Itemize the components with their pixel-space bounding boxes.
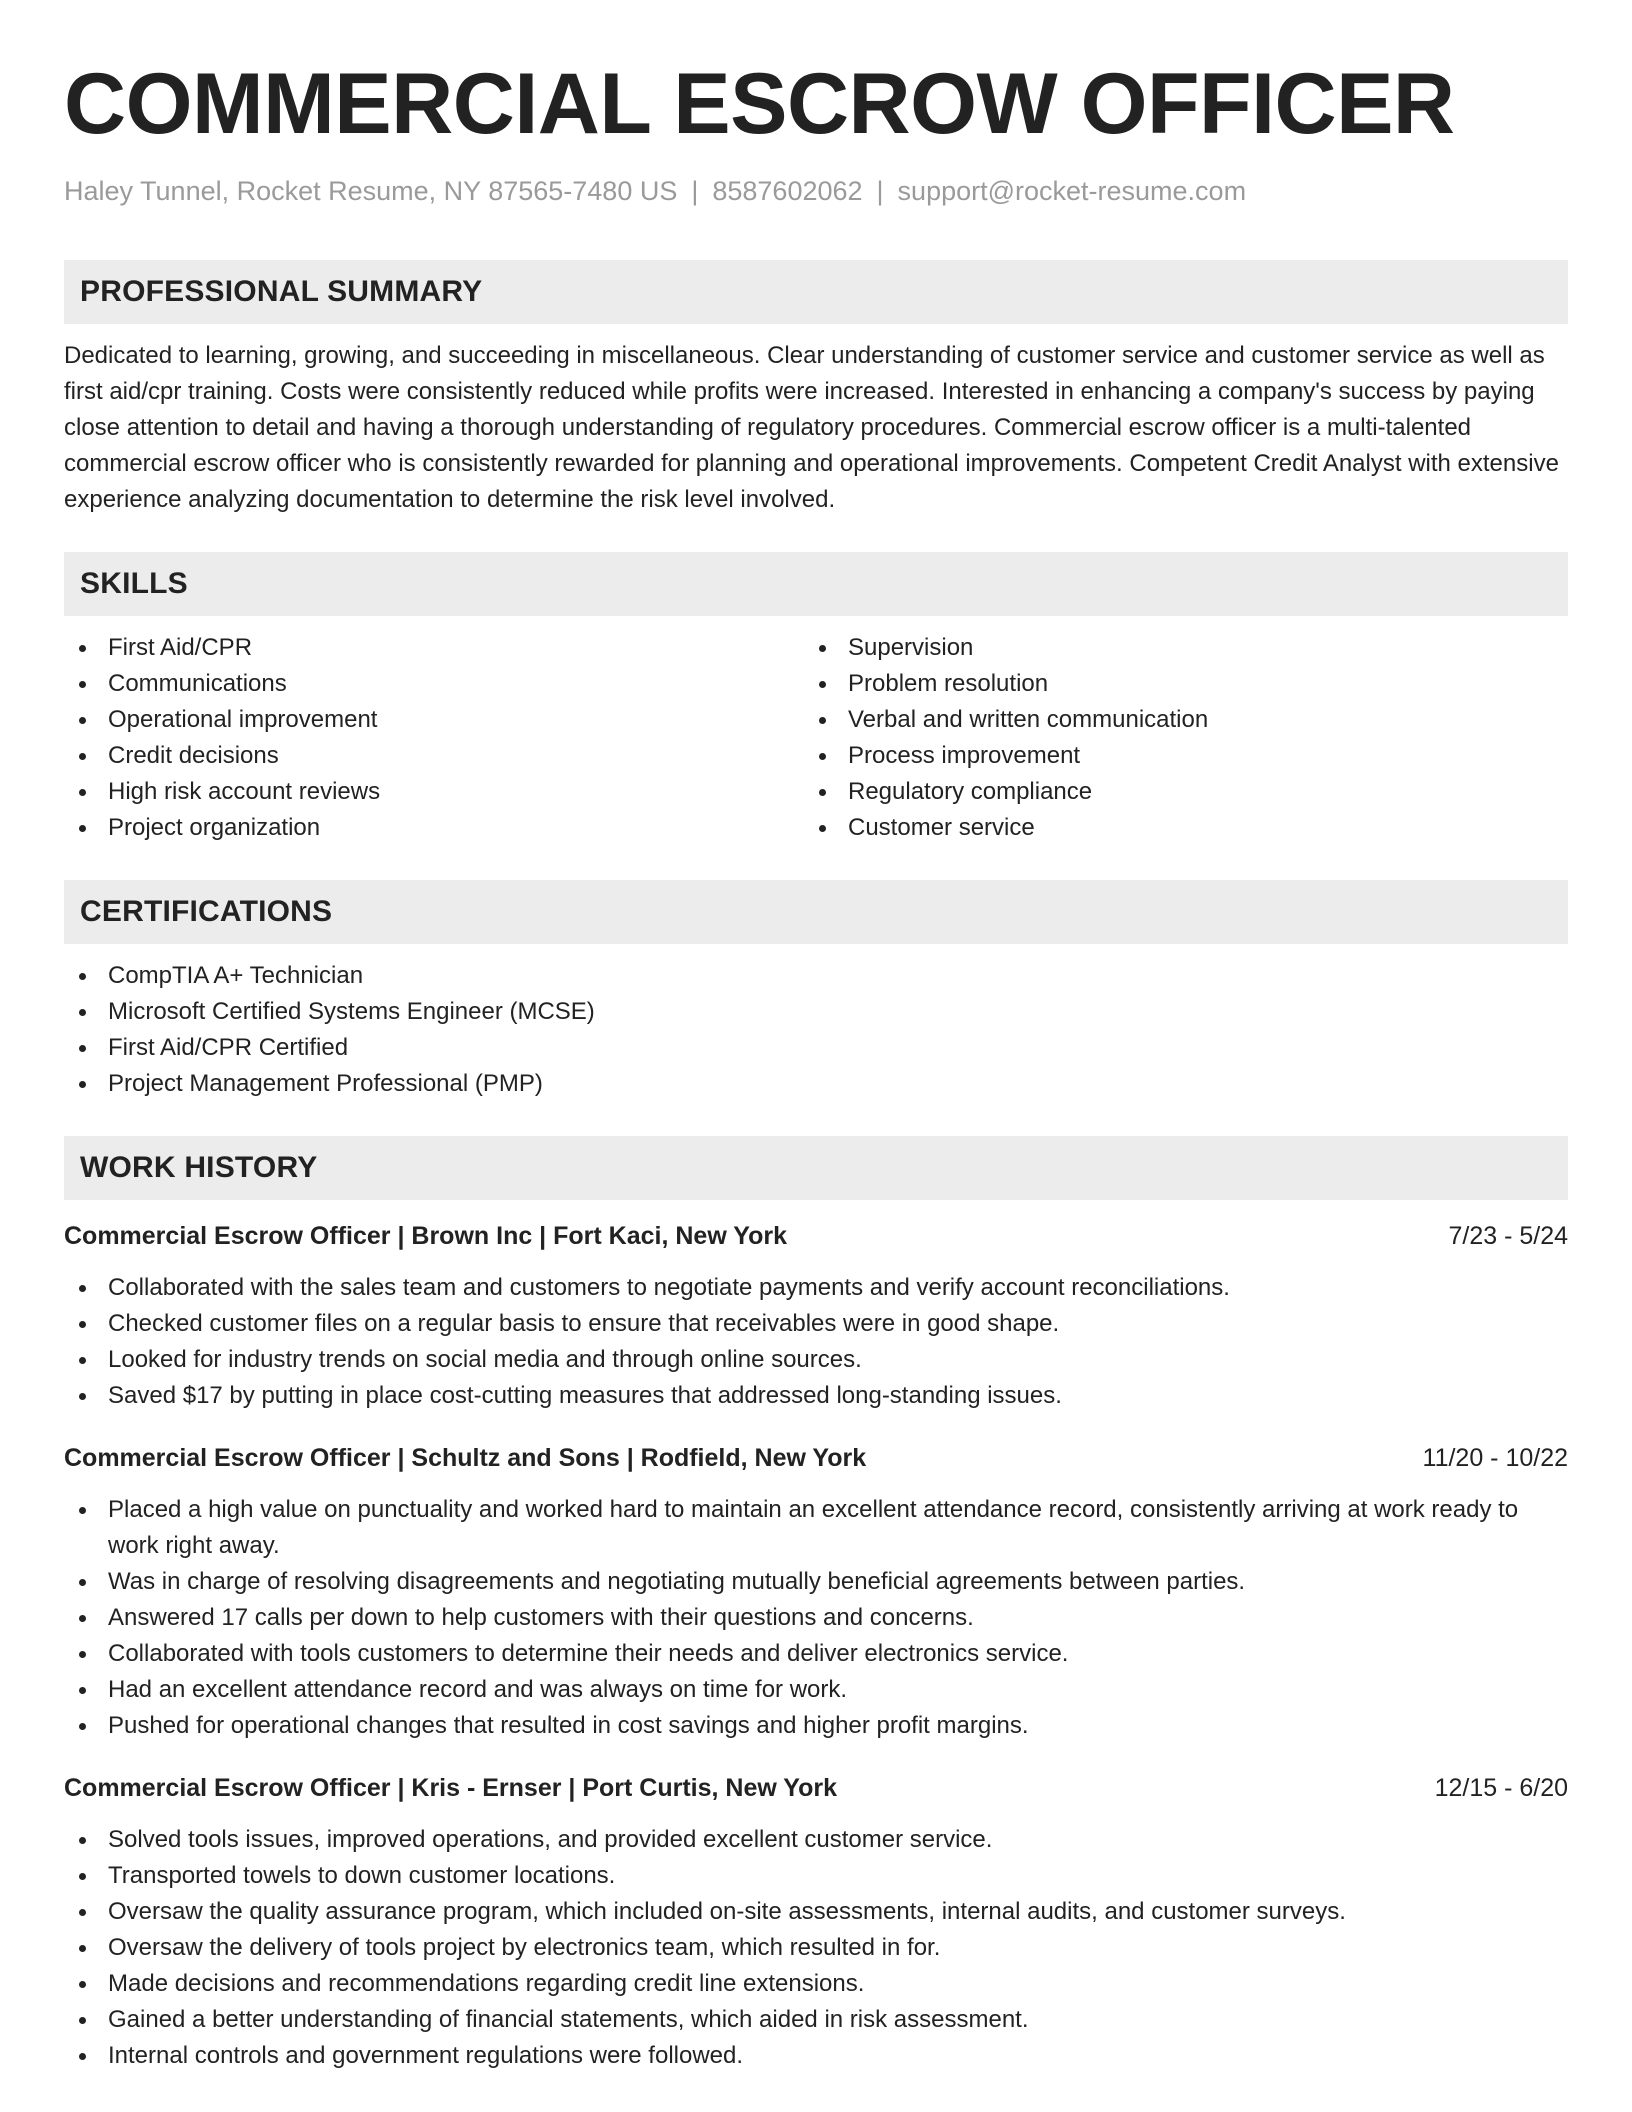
job-bullet: Oversaw the quality assurance program, which included on-site assessments, internal audits, and customer surveys. bbox=[64, 1894, 1568, 1930]
job-bullet: Gained a better understanding of financial statements, which aided in risk assessment. bbox=[64, 2002, 1568, 2038]
skill-item: Regulatory compliance bbox=[804, 774, 1544, 810]
job-bullet: Was in charge of resolving disagreements and negotiating mutually beneficial agreements between parties. bbox=[64, 1564, 1568, 1600]
skill-item: Communications bbox=[64, 666, 804, 702]
skill-item: First Aid/CPR bbox=[64, 630, 804, 666]
job-dates: 11/20 - 10/22 bbox=[1422, 1444, 1568, 1472]
page-title: COMMERCIAL ESCROW OFFICER bbox=[64, 56, 1455, 152]
certifications-list bbox=[64, 958, 1568, 1102]
job-title: Commercial Escrow Officer | Schultz and Sons | Rodfield, New York bbox=[64, 1444, 867, 1472]
skills-list-left bbox=[64, 630, 804, 846]
section-header-work-history: WORK HISTORY bbox=[64, 1136, 1568, 1200]
contact-separator: | bbox=[876, 176, 884, 206]
skills-grid bbox=[64, 630, 1568, 846]
job-bullet: Solved tools issues, improved operations, and provided excellent customer service. bbox=[64, 1822, 1568, 1858]
skill-item: Operational improvement bbox=[64, 702, 804, 738]
job-header bbox=[64, 1218, 1568, 1254]
section-header-certifications: CERTIFICATIONS bbox=[64, 880, 1568, 944]
job-bullets bbox=[64, 1822, 1568, 2074]
skill-item: High risk account reviews bbox=[64, 774, 804, 810]
contact-separator: | bbox=[691, 176, 699, 206]
contact-email: support@rocket-resume.com bbox=[897, 176, 1247, 206]
skills-list-right bbox=[804, 630, 1544, 846]
summary-text: Dedicated to learning, growing, and succeeding in miscellaneous. Clear understanding of customer service and customer service as well as first aid/cpr training. Costs were consistently reduced while profits were increased. Interested in enhancing a company's success by paying close attention to detail and having a thorough understanding of regulatory procedures. Commercial escrow officer is a multi-talented commercial escrow officer who is consistently rewarded for planning and operational improvements. Competent Credit Analyst with extensive experience analyzing documentation to determine the risk level involved. bbox=[64, 342, 1559, 513]
job-bullet: Had an excellent attendance record and was always on time for work. bbox=[64, 1672, 1568, 1708]
job-bullet: Pushed for operational changes that resulted in cost savings and higher profit margins. bbox=[64, 1708, 1568, 1744]
skill-item: Verbal and written communication bbox=[804, 702, 1544, 738]
certification-item: CompTIA A+ Technician bbox=[64, 958, 1568, 994]
job-bullet: Oversaw the delivery of tools project by electronics team, which resulted in for. bbox=[64, 1930, 1568, 1966]
job-bullets bbox=[64, 1270, 1568, 1414]
job-bullet: Placed a high value on punctuality and worked hard to maintain an excellent attendance record, consistently arriving at work ready to work right away. bbox=[64, 1492, 1568, 1564]
certification-item: First Aid/CPR Certified bbox=[64, 1030, 1568, 1066]
job-bullets bbox=[64, 1492, 1568, 1744]
job-entry bbox=[64, 1770, 1568, 2074]
job-title: Commercial Escrow Officer | Kris - Ernser | Port Curtis, New York bbox=[64, 1774, 838, 1802]
skill-item: Supervision bbox=[804, 630, 1544, 666]
contact-address: Haley Tunnel, Rocket Resume, NY 87565-7480 US bbox=[64, 176, 678, 206]
job-bullet: Saved $17 by putting in place cost-cutting measures that addressed long-standing issues. bbox=[64, 1378, 1568, 1414]
skill-item: Project organization bbox=[64, 810, 804, 846]
job-bullet: Collaborated with tools customers to determine their needs and deliver electronics service. bbox=[64, 1636, 1568, 1672]
job-bullet: Collaborated with the sales team and customers to negotiate payments and verify account reconciliations. bbox=[64, 1270, 1568, 1306]
skill-item: Process improvement bbox=[804, 738, 1544, 774]
job-header bbox=[64, 1440, 1568, 1476]
skill-item: Credit decisions bbox=[64, 738, 804, 774]
job-bullet: Made decisions and recommendations regarding credit line extensions. bbox=[64, 1966, 1568, 2002]
contact-line bbox=[64, 174, 1568, 208]
job-bullet: Transported towels to down customer locations. bbox=[64, 1858, 1568, 1894]
job-dates: 12/15 - 6/20 bbox=[1434, 1774, 1568, 1802]
job-entry bbox=[64, 1440, 1568, 1744]
certification-item: Microsoft Certified Systems Engineer (MCSE) bbox=[64, 994, 1568, 1030]
job-entry bbox=[64, 1218, 1568, 1414]
job-bullet: Internal controls and government regulations were followed. bbox=[64, 2038, 1568, 2074]
job-title: Commercial Escrow Officer | Brown Inc | Fort Kaci, New York bbox=[64, 1222, 787, 1250]
skill-item: Problem resolution bbox=[804, 666, 1544, 702]
certification-item: Project Management Professional (PMP) bbox=[64, 1066, 1568, 1102]
section-header-skills: SKILLS bbox=[64, 552, 1568, 616]
job-header bbox=[64, 1770, 1568, 1806]
job-bullet: Answered 17 calls per down to help customers with their questions and concerns. bbox=[64, 1600, 1568, 1636]
job-bullet: Looked for industry trends on social media and through online sources. bbox=[64, 1342, 1568, 1378]
section-header-summary: PROFESSIONAL SUMMARY bbox=[64, 260, 1568, 324]
job-bullet: Checked customer files on a regular basis to ensure that receivables were in good shape. bbox=[64, 1306, 1568, 1342]
contact-phone: 8587602062 bbox=[712, 176, 863, 206]
job-dates: 7/23 - 5/24 bbox=[1448, 1222, 1568, 1250]
skill-item: Customer service bbox=[804, 810, 1544, 846]
